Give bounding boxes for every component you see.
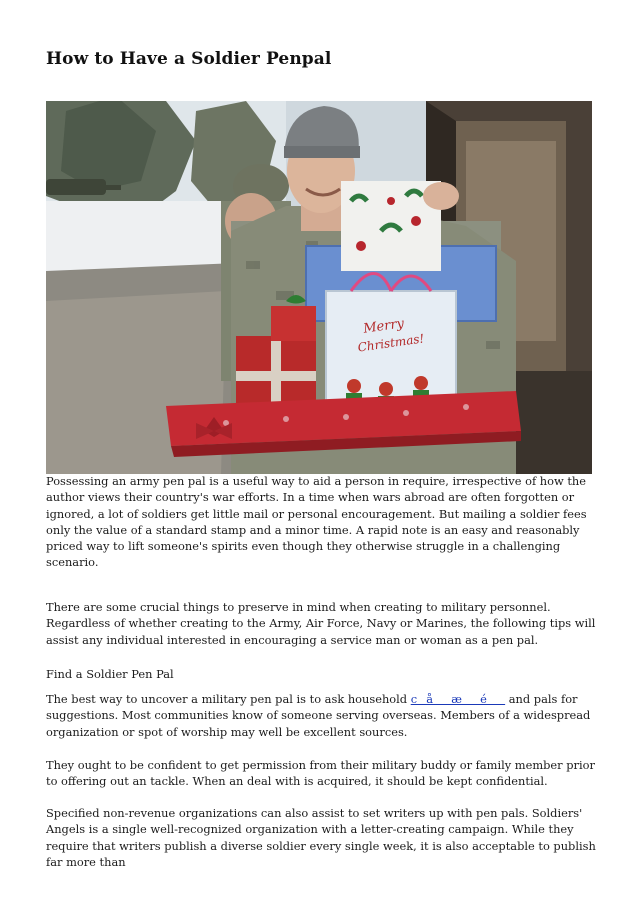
paragraph-find-pen-pal (46, 691, 596, 740)
svg-text:Merry: Merry (362, 316, 405, 337)
paragraph-text-before-link: The best way to uncover a military pen pal is to ask household (46, 692, 411, 706)
paragraph-permission: They ought to be confident to get permission from their military buddy or family member prior to offering out an tackle. When an deal with is acquired, it should be kept confidential. (46, 758, 595, 789)
section-heading-find-pen-pal: Find a Soldier Pen Pal (46, 667, 174, 681)
page-title: How to Have a Soldier Penpal (46, 49, 332, 69)
paragraph-tips: There are some crucial things to preserve in mind when creating to military personnel. Regardless of whether creating to the Army, Air Force, Navy or Marines, the following tips will assist any individual interested in encouraging a service man or woman as a pen pal. (46, 600, 596, 647)
svg-text:Christmas!: Christmas! (356, 331, 426, 355)
paragraph-organizations: Specified non-revenue organizations can also assist to set writers up with pen pals. Soldiers' Angels is a single well-recognized organization with a letter-creating campaign. While they require that writers publish a diverse soldier every single week, it is also acceptable to publish far more than (46, 806, 596, 869)
paragraph-text-after-link: and pals for suggestions. Most communities know of someone serving overseas. Members of a widespread organization or spot of worship may well be excellent sources. (46, 692, 591, 739)
inline-link[interactable]: cå æé  (410, 692, 506, 706)
soldier-gifts-photo (46, 101, 592, 474)
paragraph-intro: Possessing an army pen pal is a useful way to aid a person in require, irrespective of how the author views their country's war efforts. In a time when wars abroad are often forgotten or ignored, a lot of soldiers get little mail or personal encouragement. But mailing a soldier fees only the value of a standard stamp and a minor time. A rapid note is an easy and reasonably priced way to lift someone's spirits even though they otherwise struggle in a challenging scenario. (46, 474, 587, 570)
